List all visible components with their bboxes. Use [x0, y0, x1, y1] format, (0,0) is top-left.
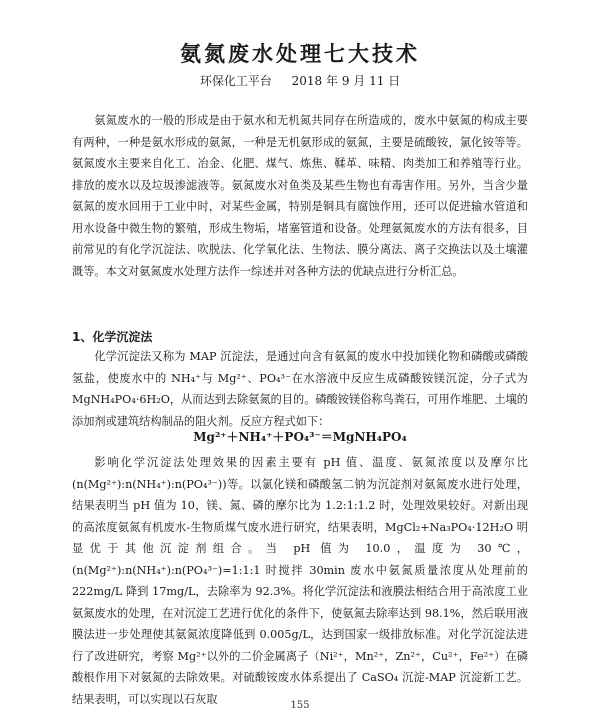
article-title: 氨氮废水处理七大技术 [180, 42, 420, 66]
article-date: 2018 年 9 月 11 日 [291, 74, 401, 88]
intro-paragraph: 氨氮废水的一般的形成是由于氨水和无机氮共同存在所造成的，废水中氨氮的构成主要有两种，一种是氨水形成的氨氮，一种是无机氨形成的氨氮，主要是硫酸铵，氯化铵等等。氨氮废水主要来自化工、冶金、化肥、煤气、炼焦、鞣革、味精、肉类加工和养殖等行业。排放的废水以及垃圾渗滤液等。氨氮废水对鱼类及某些生物也有毒害作用。另外，当含少量氨氮的废水回用于工业中时，对某些金属，特别是铜具有腐蚀作用，还可以促进输水管道和用水设备中微生物的繁殖，形成生物垢，堵塞管道和设备。处理氨氮废水的方法有很多，目前常见的有化学沉淀法、吹脱法、化学氧化法、生物法、膜分离法、离子交换法以及土壤灌溉等。本文对氨氮废水处理方法作一综述并对各种方法的优缺点进行分析汇总。 [72, 114, 528, 278]
section-paragraph: 化学沉淀法又称为 MAP 沉淀法，是通过向含有氨氮的废水中投加镁化物和磷酸或磷酸氢盐，使废水中的 NH₄⁺与 Mg²⁺、PO₄³⁻在水溶液中反应生成磷酸铵镁沉淀，分子式为 MgNH₄PO₄·6H₂O，从而达到去除氨氮的目的。磷酸铵镁俗称鸟粪石，可用作堆肥、土壤的添加剂或建筑结构制品的阻火剂。反应方程式如下： [72, 350, 528, 428]
section-heading: 1、化学沉淀法 [72, 330, 153, 344]
discussion-paragraph: 影响化学沉淀法处理效果的因素主要有 pH 值、温度、氨氮浓度以及摩尔比(n(Mg²⁺):n(NH₄⁺):n(PO₄³⁻))等。以氯化镁和磷酸氢二钠为沉淀剂对氨氮废水进行处理，结果表明当 pH 值为 10，镁、氮、磷的摩尔比为 1.2:1:1.2 时，处理效果较好。对新出现的高浓度氨氮有机废水-生物质煤气废水进行研究，结果表明，MgCl₂+Na₃PO₄·12H₂O 明显优于其他沉淀剂组合。当 pH 值为 10.0，温度为 30℃，(n(Mg²⁺):n(NH₄⁺):n(PO₄³⁻)=1:1:1 时搅拌 30min 废水中氨氮质量浓度从处理前的 222mg/L 降到 17mg/L，去除率为 92.3%。将化学沉淀法和液膜法相结合用于高浓度工业氨氮废水的处理，在对沉淀工艺进行优化的条件下，使氨氮去除率达到 98.1%，然后联用液膜法进一步处理使其氨氮浓度降低到 0.005g/L，达到国家一级排放标准。对化学沉淀法进行了改进研究，考察 Mg²⁺以外的二价金属离子（Ni²⁺，Mn²⁺，Zn²⁺，Cu²⁺，Fe²⁺）在磷酸根作用下对氨氮的去除效果。对硫酸铵废水体系提出了 CaSO₄ 沉淀-MAP 沉淀新工艺。结果表明，可以实现以石灰取 [72, 456, 528, 706]
article-meta [0, 72, 600, 89]
reaction-equation: Mg²⁺＋NH₄⁺＋PO₄³⁻＝MgNH₄PO₄ [193, 430, 407, 444]
page-number: 155 [290, 700, 310, 711]
article-source: 环保化工平台 [199, 74, 272, 88]
